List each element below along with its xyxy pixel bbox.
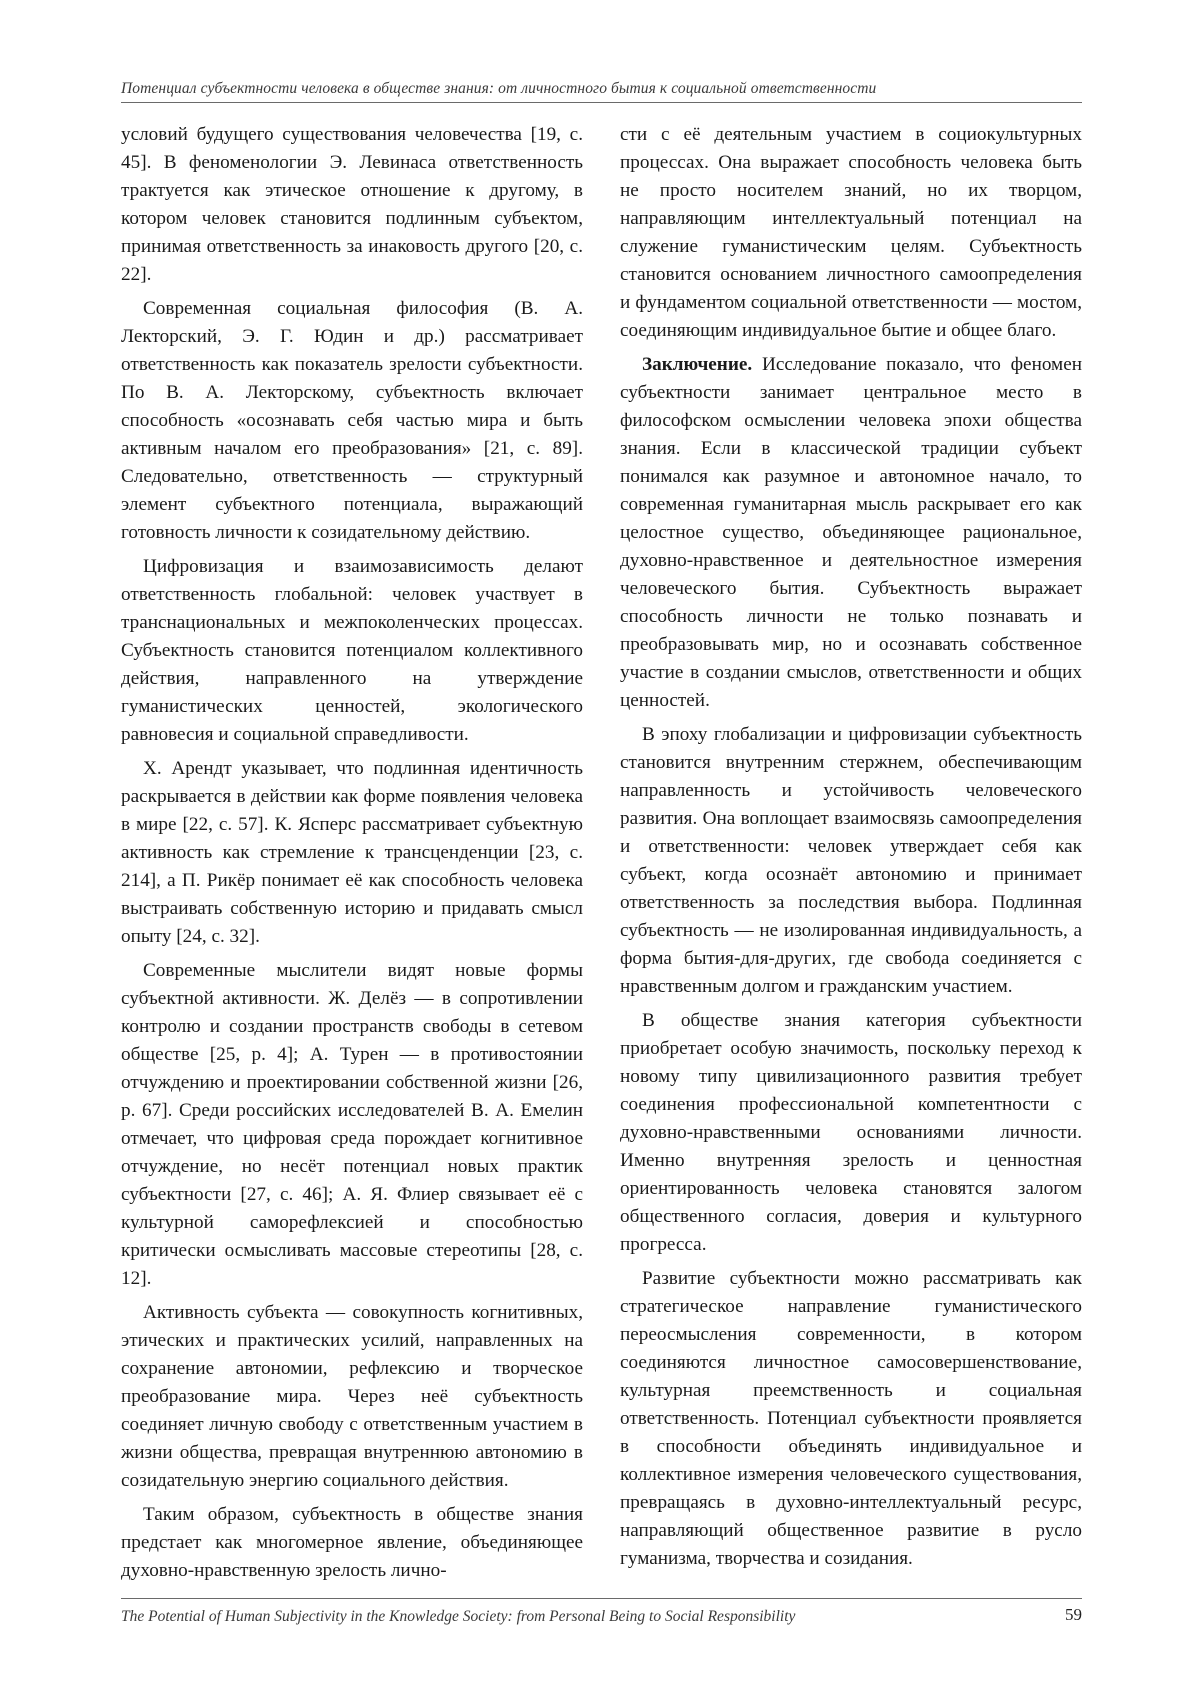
footer-rule: [121, 1598, 1082, 1599]
running-header: Потенциал субъектности человека в обществе знания: от личностного бытия к социальной ответственности: [121, 80, 877, 97]
paragraph-continuation: сти с её деятельным участием в социокультурных процессах. Она выражает способность человека быть не просто носителем знаний, но их творцом, направляющим интеллектуальный потенциал на служение гуманистическим целям. Субъектность становится основанием личностного самоопределения и фундаментом социальной ответственности — мостом, соединяющим индивидуальное бытие и общее благо.: [620, 124, 1082, 341]
paragraph: Современные мыслители видят новые формы субъектной активности. Ж. Делёз — в сопротивлении контролю и создании пространств свободы в сетевом обществе [25, p. 4]; А. Турен — в противостоянии отчуждению и проектировании собственной жизни [26, p. 67]. Среди российских исследователей В. А. Емелин отмечает, что цифровая среда порождает когнитивное отчуждение, но несёт потенциал новых практик субъектности [27, с. 46]; А. Я. Флиер связывает её с культурной саморефлексией и способностью критически осмысливать массовые стереотипы [28, с. 12].: [121, 960, 583, 1289]
conclusion-paragraph: [620, 351, 1082, 715]
paragraph: Активность субъекта — совокупность когнитивных, этических и практических усилий, направленных на сохранение автономии, рефлексию и творческое преобразование мира. Через неё субъектность соединяет личную свободу с ответственным участием в жизни общества, превращая внутреннюю автономию в созидательную энергию социального действия.: [121, 1302, 583, 1491]
paragraph: Развитие субъектности можно рассматривать как стратегическое направление гуманистического переосмысления современности, в котором соединяются личностное самосовершенствование, культурная преемственность и социальная ответственность. Потенциал субъектности проявляется в способности объединять индивидуальное и коллективное измерения человеческого существования, превращаясь в духовно-интеллектуальный ресурс, направляющий общественное развитие в русло гуманизма, творчества и созидания.: [620, 1268, 1082, 1569]
paragraph: Современная социальная философия (В. А. Лекторский, Э. Г. Юдин и др.) рассматривает ответственность как показатель зрелости субъектности. По В. А. Лекторскому, субъектность включает способность «осознавать себя частью мира и быть активным началом его преобразования» [21, с. 89]. Следовательно, ответственность — структурный элемент субъектного потенциала, выражающий готовность личности к созидательному действию.: [121, 298, 583, 543]
paragraph: Цифровизация и взаимозависимость делают ответственность глобальной: человек участвует в транснациональных и межпоколенческих процессах. Субъектность становится потенциалом коллективного действия, направленного на утверждение гуманистических ценностей, экологического равновесия и социальной справедливости.: [121, 556, 583, 745]
paragraph: В эпоху глобализации и цифровизации субъектность становится внутренним стержнем, обеспечивающим направленность и устойчивость человеческого развития. Она воплощает взаимосвязь самоопределения и ответственности: человек утверждает себя как субъект, когда осознаёт автономию и принимает ответственность за последствия выбора. Подлинная субъектность — не изолированная индивидуальность, а форма бытия-для-других, где свобода соединяется с нравственным долгом и гражданским участием.: [620, 724, 1082, 997]
paragraph: Таким образом, субъектность в обществе знания предстает как многомерное явление, объединяющее духовно-нравственную зрелость лично-: [121, 1504, 583, 1581]
running-footer: The Potential of Human Subjectivity in the Knowledge Society: from Personal Being to Social Responsibility: [121, 1608, 796, 1625]
right-column: [620, 121, 1082, 1573]
paragraph: Х. Арендт указывает, что подлинная идентичность раскрывается в действии как форме появления человека в мире [22, с. 57]. К. Ясперс рассматривает субъектную активность как стремление к трансценденции [23, с. 214], а П. Рикёр понимает её как способность человека выстраивать собственную историю и придавать смысл опыту [24, с. 32].: [121, 758, 583, 947]
paragraph-continuation: условий будущего существования человечества [19, с. 45]. В феноменологии Э. Левинаса ответственность трактуется как этическое отношение к другому, в котором человек становится подлинным субъектом, принимая ответственность за инаковость другого [20, с. 22].: [121, 124, 583, 285]
page-number: 59: [1065, 1605, 1082, 1624]
conclusion-heading: Заключение.: [642, 354, 753, 375]
conclusion-text: Исследование показало, что феномен субъектности занимает центральное место в философском осмыслении человека эпохи общества знания. Если в классической традиции субъект понимался как разумное и автономное начало, то современная гуманитарная мысль раскрывает его как целостное существо, объединяющее рациональное, духовно-нравственное и деятельностное измерения человеческого бытия. Субъектность выражает способность личности не только познавать и преобразовывать мир, но и осознавать собственное участие в создании смыслов, ответственности и общих ценностей.: [620, 354, 1082, 711]
header-rule: [121, 102, 1082, 103]
left-column: [121, 121, 583, 1585]
paragraph: В обществе знания категория субъектности приобретает особую значимость, поскольку переход к новому типу цивилизационного развития требует соединения профессиональной компетентности с духовно-нравственными основаниями личности. Именно внутренняя зрелость и ценностная ориентированность человека становятся залогом общественного согласия, доверия и культурного прогресса.: [620, 1010, 1082, 1255]
